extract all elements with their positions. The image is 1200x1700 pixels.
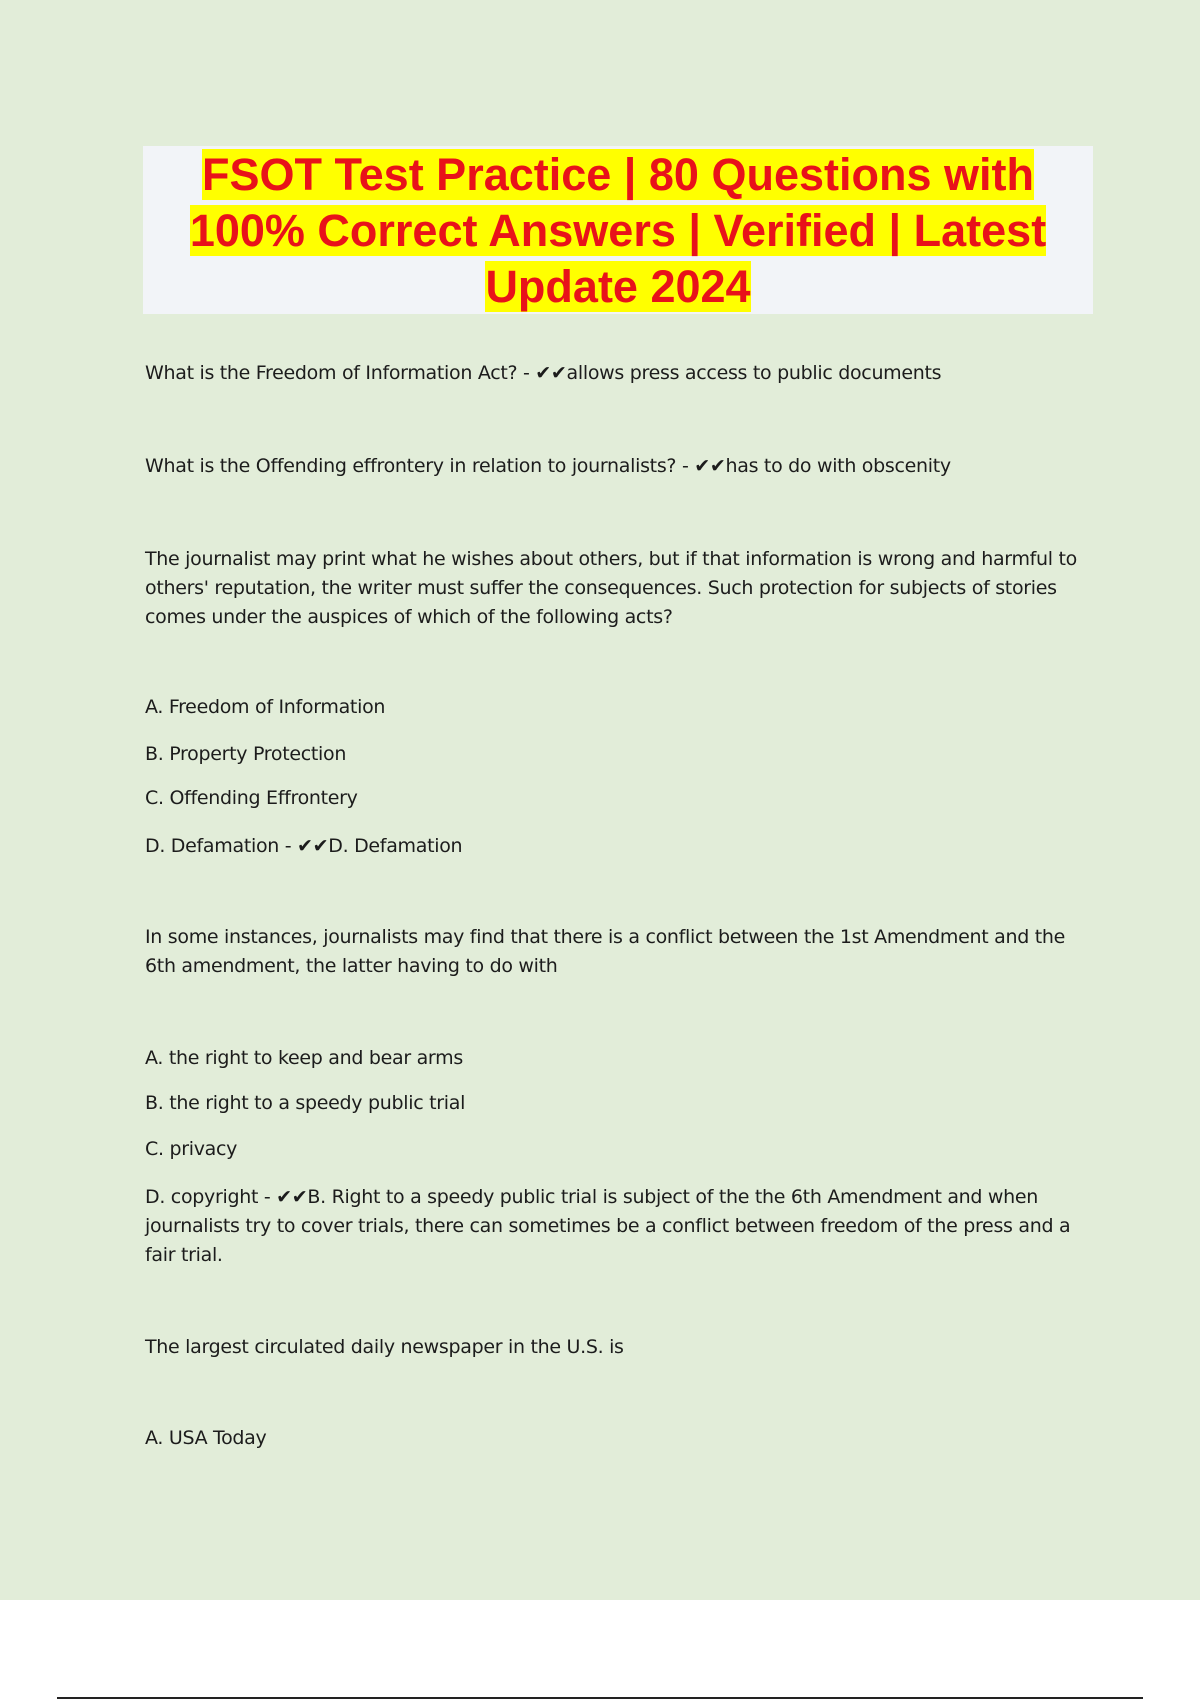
- question-4-option-c: C. privacy: [145, 1138, 238, 1160]
- title-wrap: [143, 146, 1093, 315]
- question-3-option-b: B. Property Protection: [145, 743, 347, 765]
- title-box: [143, 146, 1093, 314]
- question-3: The journalist may print what he wishes about others, but if that information is wrong and harmful to others' reputation, the writer must suffer the consequences. Such protection for subjects of stories comes under the auspices of which of the following acts?: [145, 548, 1077, 628]
- question-4-option-d: D. copyright - ✔✔B. Right to a speedy public trial is subject of the the 6th Amendment and when journalists try to cover trials, there can sometimes be a conflict between freedom of the press and a fair trial.: [145, 1186, 1071, 1266]
- question-3-option-d: D. Defamation - ✔✔D. Defamation: [145, 835, 463, 857]
- question-4: In some instances, journalists may find that there is a conflict between the 1st Amendment and the 6th amendment, the latter having to do with: [145, 926, 1066, 977]
- question-5: The largest circulated daily newspaper in the U.S. is: [145, 1336, 624, 1358]
- document-title: FSOT Test Practice | 80 Questions with 100% Correct Answers | Verified | Latest Update 2024: [189, 149, 1047, 312]
- question-5-option-a: A. USA Today: [145, 1427, 267, 1449]
- question-4-option-b: B. the right to a speedy public trial: [145, 1092, 466, 1114]
- question-3-option-c: C. Offending Effrontery: [145, 787, 358, 809]
- question-1: What is the Freedom of Information Act? - ✔✔allows press access to public documents: [145, 362, 942, 384]
- question-3-option-a: A. Freedom of Information: [145, 696, 386, 718]
- question-2: What is the Offending effrontery in relation to journalists? - ✔✔has to do with obscenity: [145, 455, 951, 477]
- question-4-option-a: A. the right to keep and bear arms: [145, 1047, 463, 1069]
- footer-divider: [57, 1697, 1143, 1699]
